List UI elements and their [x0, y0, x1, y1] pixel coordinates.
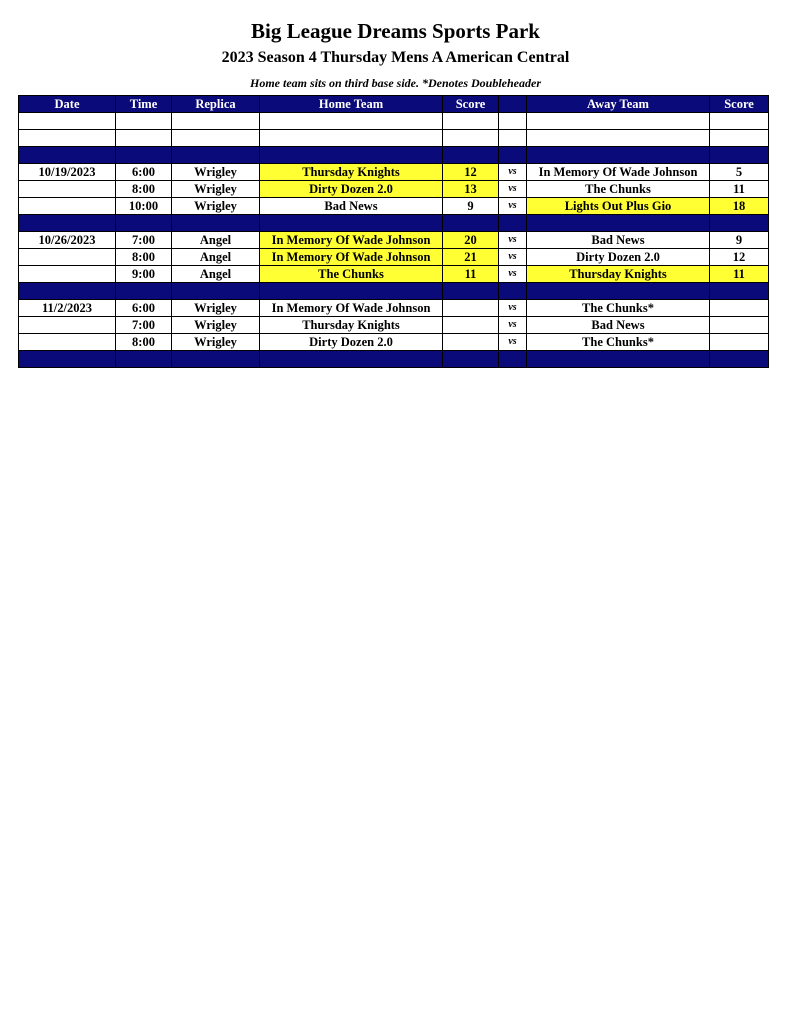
- away-score: 5: [710, 164, 769, 181]
- game-date: 11/2/2023: [19, 300, 116, 317]
- home-score: 9: [443, 198, 499, 215]
- away-score: 18: [710, 198, 769, 215]
- game-row: [19, 300, 769, 317]
- game-row: [19, 181, 769, 198]
- home-score: [443, 317, 499, 334]
- away-team: Lights Out Plus Gio: [527, 198, 710, 215]
- column-header-vs: [499, 96, 527, 113]
- away-team: Dirty Dozen 2.0: [527, 249, 710, 266]
- home-team: The Chunks: [260, 266, 443, 283]
- home-team: In Memory Of Wade Johnson: [260, 249, 443, 266]
- game-row: [19, 266, 769, 283]
- home-team: Thursday Knights: [260, 164, 443, 181]
- game-replica: Wrigley: [172, 317, 260, 334]
- game-row: [19, 232, 769, 249]
- home-team: Dirty Dozen 2.0: [260, 334, 443, 351]
- game-row: [19, 249, 769, 266]
- column-header-home-team: Home Team: [260, 96, 443, 113]
- home-score: [443, 300, 499, 317]
- away-team: Bad News: [527, 232, 710, 249]
- home-team: Bad News: [260, 198, 443, 215]
- game-time: 9:00: [116, 266, 172, 283]
- column-header-time: Time: [116, 96, 172, 113]
- game-replica: Wrigley: [172, 300, 260, 317]
- away-team: The Chunks*: [527, 300, 710, 317]
- game-time: 10:00: [116, 198, 172, 215]
- game-row: [19, 317, 769, 334]
- week-separator-band: [19, 283, 769, 300]
- vs-label: vs: [499, 181, 527, 198]
- vs-label: vs: [499, 249, 527, 266]
- game-row: [19, 198, 769, 215]
- week-separator-band: [19, 147, 769, 164]
- home-team: Thursday Knights: [260, 317, 443, 334]
- column-header-home-score: Score: [443, 96, 499, 113]
- away-team: Thursday Knights: [527, 266, 710, 283]
- column-header-date: Date: [19, 96, 116, 113]
- game-time: 8:00: [116, 334, 172, 351]
- game-time: 8:00: [116, 181, 172, 198]
- game-replica: Wrigley: [172, 164, 260, 181]
- game-replica: Wrigley: [172, 198, 260, 215]
- vs-label: vs: [499, 300, 527, 317]
- home-team: In Memory Of Wade Johnson: [260, 300, 443, 317]
- game-date: [19, 198, 116, 215]
- game-replica: Angel: [172, 266, 260, 283]
- home-team: In Memory Of Wade Johnson: [260, 232, 443, 249]
- home-team: Dirty Dozen 2.0: [260, 181, 443, 198]
- home-score: 20: [443, 232, 499, 249]
- page-title: Big League Dreams Sports Park: [251, 19, 540, 43]
- away-team: The Chunks: [527, 181, 710, 198]
- blank-row: [19, 130, 769, 147]
- schedule-note: Home team sits on third base side. *Denotes Doubleheader: [250, 76, 541, 90]
- away-team: Bad News: [527, 317, 710, 334]
- vs-label: vs: [499, 334, 527, 351]
- away-score: 11: [710, 181, 769, 198]
- vs-label: vs: [499, 198, 527, 215]
- home-score: [443, 334, 499, 351]
- schedule-body: [19, 113, 769, 368]
- column-header-away-score: Score: [710, 96, 769, 113]
- week-separator-band: [19, 351, 769, 368]
- game-date: [19, 181, 116, 198]
- vs-label: vs: [499, 266, 527, 283]
- game-date: [19, 249, 116, 266]
- schedule-table: [18, 95, 769, 368]
- vs-label: vs: [499, 232, 527, 249]
- game-date: 10/26/2023: [19, 232, 116, 249]
- game-date: [19, 317, 116, 334]
- game-time: 7:00: [116, 317, 172, 334]
- home-score: 12: [443, 164, 499, 181]
- vs-label: vs: [499, 164, 527, 181]
- column-header-away-team: Away Team: [527, 96, 710, 113]
- away-score: [710, 300, 769, 317]
- away-score: 12: [710, 249, 769, 266]
- game-date: [19, 266, 116, 283]
- page-subtitle: 2023 Season 4 Thursday Mens A American Central: [221, 49, 570, 66]
- away-score: 9: [710, 232, 769, 249]
- away-team: In Memory Of Wade Johnson: [527, 164, 710, 181]
- game-time: 6:00: [116, 164, 172, 181]
- game-date: 10/19/2023: [19, 164, 116, 181]
- week-separator-band: [19, 215, 769, 232]
- game-date: [19, 334, 116, 351]
- game-time: 6:00: [116, 300, 172, 317]
- home-score: 21: [443, 249, 499, 266]
- game-time: 7:00: [116, 232, 172, 249]
- header-row: [19, 96, 769, 113]
- game-time: 8:00: [116, 249, 172, 266]
- blank-row: [19, 113, 769, 130]
- away-team: The Chunks*: [527, 334, 710, 351]
- game-replica: Angel: [172, 249, 260, 266]
- away-score: 11: [710, 266, 769, 283]
- game-replica: Angel: [172, 232, 260, 249]
- game-replica: Wrigley: [172, 334, 260, 351]
- home-score: 13: [443, 181, 499, 198]
- game-replica: Wrigley: [172, 181, 260, 198]
- game-row: [19, 164, 769, 181]
- away-score: [710, 317, 769, 334]
- game-row: [19, 334, 769, 351]
- away-score: [710, 334, 769, 351]
- home-score: 11: [443, 266, 499, 283]
- vs-label: vs: [499, 317, 527, 334]
- column-header-replica: Replica: [172, 96, 260, 113]
